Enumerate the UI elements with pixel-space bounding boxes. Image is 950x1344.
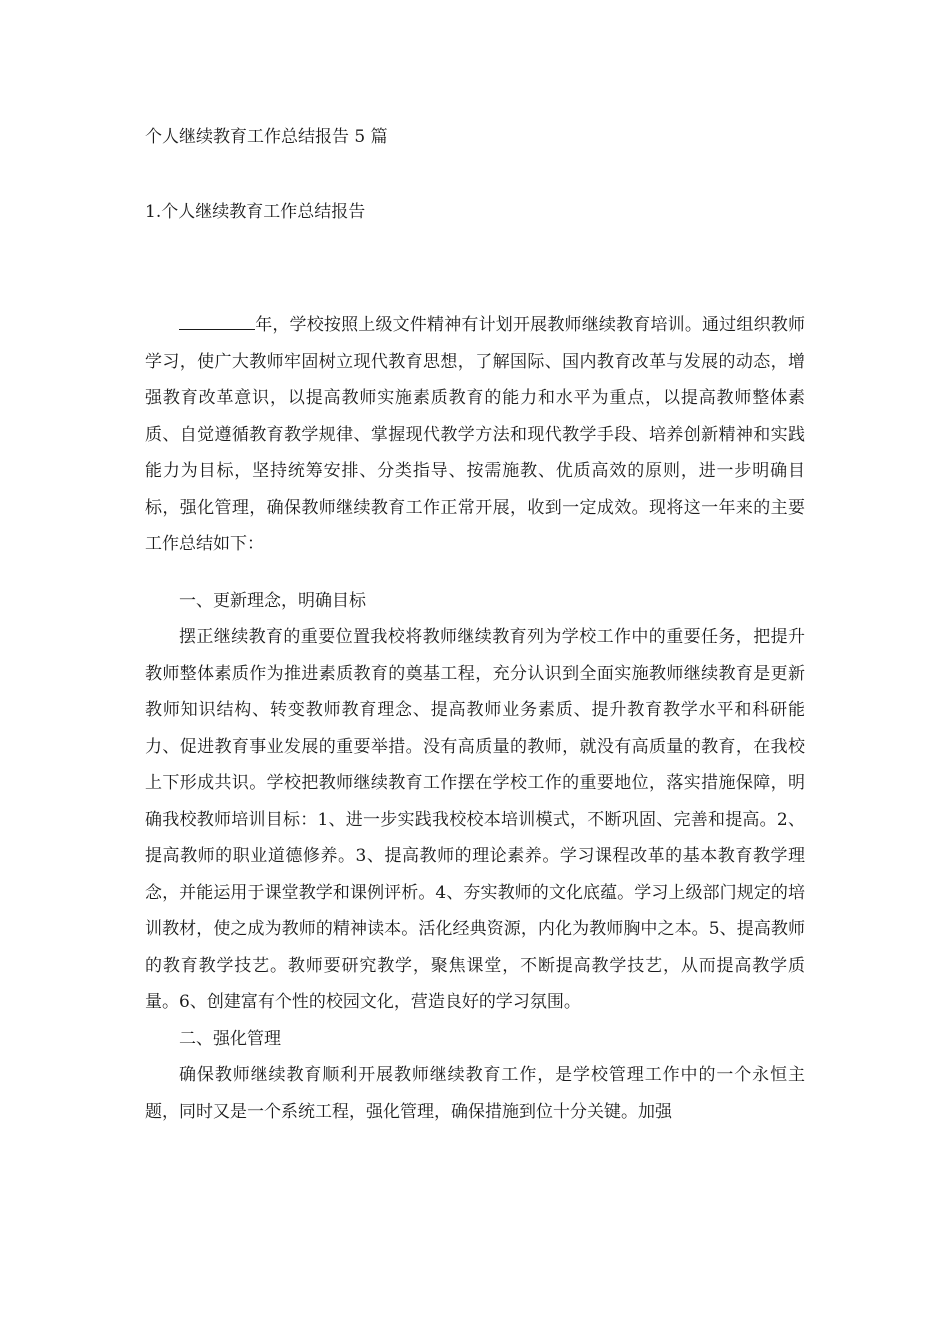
section-1-heading: 一、更新理念，明确目标 [179, 590, 366, 611]
section-2-paragraph: 确保教师继续教育顺利开展教师继续教育工作，是学校管理工作中的一个永恒主题，同时又是一个系统工程，强化管理，确保措施到位十分关键。加强 [145, 1065, 805, 1122]
intro-paragraph [145, 307, 805, 563]
fill-in-blank [179, 312, 255, 330]
section-1-paragraph: 摆正继续教育的重要位置我校将教师继续教育列为学校工作中的重要任务，把提升教师整体素质作为推进素质教育的奠基工程，充分认识到全面实施教师继续教育是更新教师知识结构、转变教师教育理念、提高教师业务素质、提升教育教学水平和科研能力、促进教育事业发展的重要举措。没有高质量的教师，就没有高质量的教育，在我校上下形成共识。学校把教师继续教育工作摆在学校工作的重要地位，落实措施保障，明确我校教师培训目标：1、进一步实践我校校本培训模式，不断巩固、完善和提高。2、提高教师的职业道德修养。3、提高教师的理论素养。学习课程改革的基本教育教学理念，并能运用于课堂教学和课例评析。4、夯实教师的文化底蕴。学习上级部门规定的培训教材，使之成为教师的精神读本。活化经典资源，内化为教师胸中之本。5、提高教师的教育教学技艺。教师要研究教学，聚焦课堂，不断提高教学技艺，从而提高教学质量。6、创建富有个性的校园文化，营造良好的学习氛围。 [145, 627, 805, 1012]
document-body [145, 307, 805, 1130]
section-2-heading: 二、强化管理 [179, 1028, 281, 1049]
intro-text: 年，学校按照上级文件精神有计划开展教师继续教育培训。通过组织教师学习，使广大教师牢固树立现代教育思想，了解国际、国内教育改革与发展的动态，增强教育改革意识，以提高教师实施素质教育的能力和水平为重点，以提高教师整体素质、自觉遵循教育教学规律、掌握现代教学方法和现代教学手段、培养创新精神和实践能力为目标，坚持统筹安排、分类指导、按需施教、优质高效的原则，进一步明确目标，强化管理，确保教师继续教育工作正常开展，收到一定成效。现将这一年来的主要工作总结如下： [145, 315, 805, 554]
document-subtitle: 1.个人继续教育工作总结报告 [145, 202, 366, 222]
document-title: 个人继续教育工作总结报告 5 篇 [145, 127, 388, 147]
